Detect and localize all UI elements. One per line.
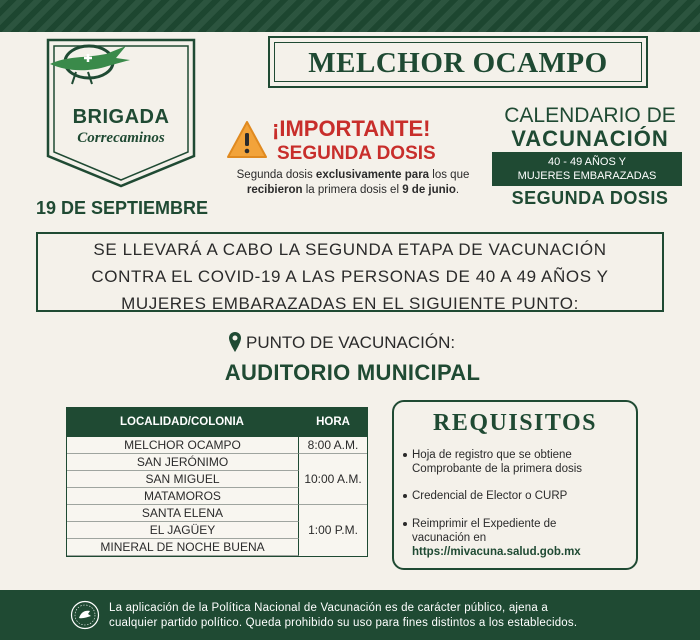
requirement-text: Comprobante de la primera dosis xyxy=(412,463,583,475)
vaccination-point-label: PUNTO DE VACUNACIÓN: xyxy=(246,333,456,352)
badge-title: BRIGADA xyxy=(72,106,170,128)
location-pin-icon xyxy=(228,331,242,353)
note-text: la primera dosis el xyxy=(302,184,403,196)
requirements-box xyxy=(392,400,638,570)
requirement-item xyxy=(412,448,632,476)
requirement-text: vacunación en xyxy=(412,532,487,544)
note-date: 9 de junio xyxy=(402,184,456,196)
calendar-dose: SEGUNDA DOSIS xyxy=(511,188,669,208)
announcement-box xyxy=(36,232,664,312)
note-emphasis: recibieron xyxy=(246,184,303,196)
table-row: SAN MIGUEL xyxy=(67,471,299,488)
requirement-text: Reimprimir el Expediente de xyxy=(412,518,557,530)
calendar-heading: CALENDARIO DE xyxy=(504,104,676,127)
calendar-heading-bold: VACUNACIÓN xyxy=(511,126,669,151)
badge-subtitle: Correcaminos xyxy=(77,130,165,146)
requirements-title: REQUISITOS xyxy=(433,410,597,436)
schedule-table xyxy=(66,407,368,557)
table-row: MINERAL DE NOCHE BUENA xyxy=(67,539,299,556)
requirement-item xyxy=(412,517,632,559)
town-title-box xyxy=(268,36,648,88)
top-decorative-band xyxy=(0,0,700,32)
important-heading: ¡IMPORTANTE! xyxy=(272,116,431,141)
table-row: MELCHOR OCAMPO xyxy=(67,437,299,454)
time-cell: 8:00 A.M. xyxy=(299,437,367,454)
table-row: SANTA ELENA xyxy=(67,505,299,522)
table-row: MATAMOROS xyxy=(67,488,299,505)
venue-name: AUDITORIO MUNICIPAL xyxy=(224,360,481,385)
town-title: MELCHOR OCAMPO xyxy=(308,47,608,79)
announcement-line-3: MUJERES EMBARAZADAS EN EL SIGUIENTE PUNTO: xyxy=(121,294,579,313)
footer-disclaimer xyxy=(109,601,669,631)
calendar-audience-band xyxy=(492,152,682,186)
footer-line-2: cualquier partido político. Queda prohibido su uso para fines distintos a los establecidos. xyxy=(109,617,578,629)
header-location: LOCALIDAD/COLONIA xyxy=(120,416,244,428)
time-cell: 10:00 A.M. xyxy=(299,454,367,505)
important-subheading: SEGUNDA DOSIS xyxy=(277,143,436,164)
roadrunner-logo-icon xyxy=(46,38,132,88)
time-cell: 1:00 P.M. xyxy=(308,523,358,537)
event-date: 19 DE SEPTIEMBRE xyxy=(36,198,209,218)
note-text: los que xyxy=(429,169,470,181)
footer-line-1: La aplicación de la Política Nacional de Vacunación es de carácter público, ajena a xyxy=(109,602,548,614)
table-body xyxy=(66,437,368,557)
header-time: HORA xyxy=(316,416,350,428)
requirement-text: Credencial de Elector o CURP xyxy=(412,490,568,502)
announcement-line-2: CONTRA EL COVID-19 A LAS PERSONAS DE 40 A 49 AÑOS Y xyxy=(91,267,609,286)
table-header xyxy=(66,407,368,437)
warning-icon xyxy=(226,120,268,160)
brigada-badge xyxy=(46,38,196,188)
second-dose-note xyxy=(222,168,484,198)
note-text: Segunda dosis xyxy=(236,169,316,181)
audience-line-1: 40 - 49 AÑOS Y xyxy=(547,156,627,168)
vaccine-site-link[interactable]: https://mivacuna.salud.gob.mx xyxy=(412,546,581,558)
requirement-text: Hoja de registro que se obtiene xyxy=(412,449,572,461)
announcement-line-1: SE LLEVARÁ A CABO LA SEGUNDA ETAPA DE VACUNACIÓN xyxy=(93,240,607,259)
table-row: EL JAGÜEY xyxy=(67,522,299,539)
audience-line-2: MUJERES EMBARAZADAS xyxy=(517,170,657,182)
table-row: SAN JERÓNIMO xyxy=(67,454,299,471)
requirement-item xyxy=(412,489,632,503)
national-seal-icon xyxy=(70,600,100,630)
note-emphasis: exclusivamente para xyxy=(315,169,430,181)
note-text: . xyxy=(455,184,460,196)
